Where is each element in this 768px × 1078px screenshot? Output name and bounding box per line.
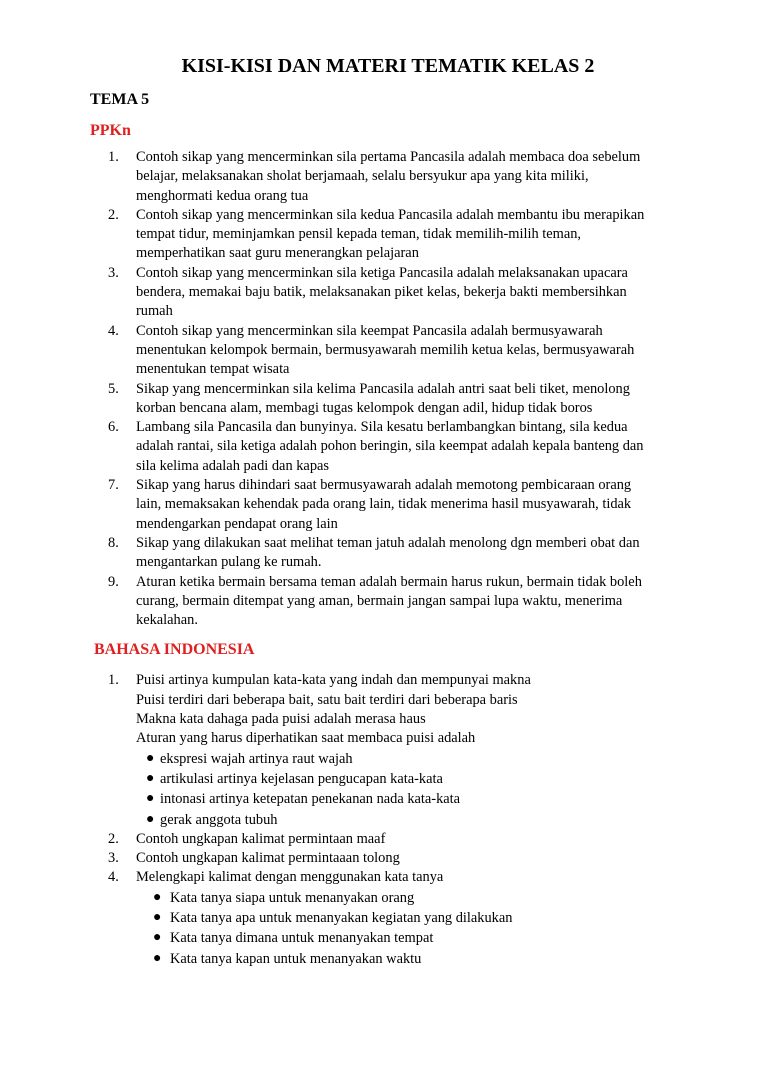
item-number: 5. xyxy=(108,380,119,397)
item-line: menentukan kelompok bermain, bermusyawarah memilih ketua kelas, bermusyawarah xyxy=(136,341,635,358)
item-line: Contoh sikap yang mencerminkan sila keempat Pancasila adalah bermusyawarah xyxy=(136,322,603,339)
bullet-icon: ● xyxy=(153,889,162,905)
bullet-icon: ● xyxy=(146,811,155,827)
item-number: 3. xyxy=(108,264,119,281)
list-item xyxy=(88,476,688,534)
ppkn-list xyxy=(88,148,688,630)
bullet-list xyxy=(136,888,688,969)
item-line: Contoh ungkapan kalimat permintaaan tolong xyxy=(136,850,400,867)
item-line: mendengarkan pendapat orang lain xyxy=(136,515,338,532)
bullet-item xyxy=(136,749,688,769)
list-item xyxy=(88,573,688,631)
bullet-item xyxy=(136,769,688,789)
item-line: kekalahan. xyxy=(136,612,198,629)
list-item xyxy=(88,380,688,419)
bullet-icon: ● xyxy=(153,909,162,925)
item-line: Aturan yang harus diperhatikan saat membaca puisi adalah xyxy=(136,730,476,747)
bullet-item xyxy=(136,928,688,948)
item-line: Sikap yang harus dihindari saat bermusyawarah adalah memotong pembicaraan orang xyxy=(136,477,632,494)
bullet-text: Kata tanya apa untuk menanyakan kegiatan yang dilakukan xyxy=(170,909,513,926)
bullet-list xyxy=(136,749,688,830)
item-line: Contoh sikap yang mencerminkan sila ketiga Pancasila adalah melaksanakan upacara xyxy=(136,264,628,281)
document-title: KISI-KISI DAN MATERI TEMATIK KELAS 2 xyxy=(181,55,595,77)
item-line: Contoh ungkapan kalimat permintaan maaf xyxy=(136,830,386,847)
section-title-bahasa-indonesia: BAHASA INDONESIA xyxy=(94,641,255,659)
bullet-text: intonasi artinya ketepatan penekanan nada kata-kata xyxy=(160,791,461,808)
item-number: 8. xyxy=(108,534,119,551)
bullet-icon: ● xyxy=(146,770,155,786)
item-number: 2. xyxy=(108,830,119,847)
bullet-text: gerak anggota tubuh xyxy=(160,811,278,828)
item-line: menghormati kedua orang tua xyxy=(136,187,309,204)
theme-heading: TEMA 5 xyxy=(90,91,150,108)
bullet-item xyxy=(136,789,688,809)
bahasa-indonesia-list xyxy=(88,671,688,968)
item-line: Puisi artinya kumpulan kata-kata yang indah dan mempunyai makna xyxy=(136,672,531,689)
item-line: korban bencana alam, membagi tugas kelompok dengan adil, hidup tidak boros xyxy=(136,399,593,416)
item-number: 2. xyxy=(108,206,119,223)
item-line: curang, bermain ditempat yang aman, bermain jangan sampai lupa waktu, menerima xyxy=(136,592,623,609)
item-number: 3. xyxy=(108,850,119,867)
list-item xyxy=(88,322,688,380)
list-item xyxy=(88,830,688,849)
bullet-text: Kata tanya dimana untuk menanyakan tempat xyxy=(170,930,434,947)
item-line: sila kelima adalah padi dan kapas xyxy=(136,457,330,474)
bullet-text: Kata tanya siapa untuk menanyakan orang xyxy=(170,889,415,906)
item-line: Aturan ketika bermain bersama teman adalah bermain harus rukun, bermain tidak boleh xyxy=(136,573,642,590)
item-number: 4. xyxy=(108,869,119,886)
bullet-icon: ● xyxy=(153,930,162,946)
list-item xyxy=(88,671,688,829)
list-item xyxy=(88,418,688,476)
list-item xyxy=(88,264,688,322)
bullet-text: ekspresi wajah artinya raut wajah xyxy=(160,750,353,767)
bullet-icon: ● xyxy=(146,791,155,807)
item-line: Contoh sikap yang mencerminkan sila kedua Pancasila adalah membantu ibu merapikan xyxy=(136,206,645,223)
item-line: Makna kata dahaga pada puisi adalah merasa haus xyxy=(136,711,426,728)
item-line: Sikap yang dilakukan saat melihat teman jatuh adalah menolong dgn memberi obat dan xyxy=(136,534,640,551)
item-line: Puisi terdiri dari beberapa bait, satu bait terdiri dari beberapa baris xyxy=(136,691,518,708)
bullet-text: Kata tanya kapan untuk menanyakan waktu xyxy=(170,950,422,967)
item-line: Melengkapi kalimat dengan menggunakan kata tanya xyxy=(136,869,444,886)
item-number: 4. xyxy=(108,322,119,339)
item-line: Lambang sila Pancasila dan bunyinya. Sila kesatu berlambangkan bintang, sila kedua xyxy=(136,419,628,436)
bullet-item xyxy=(136,949,688,969)
item-line: adalah rantai, sila ketiga adalah pohon beringin, sila keempat adalah kepala banteng dan xyxy=(136,438,644,455)
item-number: 1. xyxy=(108,149,119,165)
list-item xyxy=(88,534,688,573)
item-line: tempat tidur, meminjamkan pensil kepada teman, tidak memilih-milih teman, xyxy=(136,226,582,243)
item-line: lain, memaksakan kehendak pada orang lain, tidak menerima hasil musyawarah, tidak xyxy=(136,496,632,513)
item-line: rumah xyxy=(136,303,173,320)
list-item xyxy=(88,206,688,264)
item-line: bendera, memakai baju batik, melaksanakan piket kelas, bekerja bakti membersihkan xyxy=(136,284,627,301)
list-item xyxy=(88,148,688,206)
document-page xyxy=(0,54,768,1078)
item-number: 9. xyxy=(108,573,119,590)
bullet-item xyxy=(136,888,688,908)
item-line: Contoh sikap yang mencerminkan sila pertama Pancasila adalah membaca doa sebelum xyxy=(136,149,641,165)
list-item xyxy=(88,849,688,868)
bullet-item xyxy=(136,908,688,928)
item-number: 6. xyxy=(108,419,119,436)
item-number: 1. xyxy=(108,672,119,689)
bullet-icon: ● xyxy=(153,950,162,966)
list-item xyxy=(88,868,688,968)
section-title-ppkn: PPKn xyxy=(90,122,131,139)
item-line: menentukan tempat wisata xyxy=(136,361,290,378)
item-line: mengantarkan pulang ke rumah. xyxy=(136,554,322,571)
item-line: Sikap yang mencerminkan sila kelima Pancasila adalah antri saat beli tiket, menolong xyxy=(136,380,630,397)
item-line: memperhatikan saat guru menerangkan pelajaran xyxy=(136,245,419,262)
bullet-item xyxy=(136,810,688,830)
item-line: belajar, melaksanakan sholat berjamaah, selalu bersyukur apa yang kita miliki, xyxy=(136,168,589,185)
bullet-icon: ● xyxy=(146,750,155,766)
bullet-text: artikulasi artinya kejelasan pengucapan kata-kata xyxy=(160,770,443,787)
item-number: 7. xyxy=(108,477,119,494)
